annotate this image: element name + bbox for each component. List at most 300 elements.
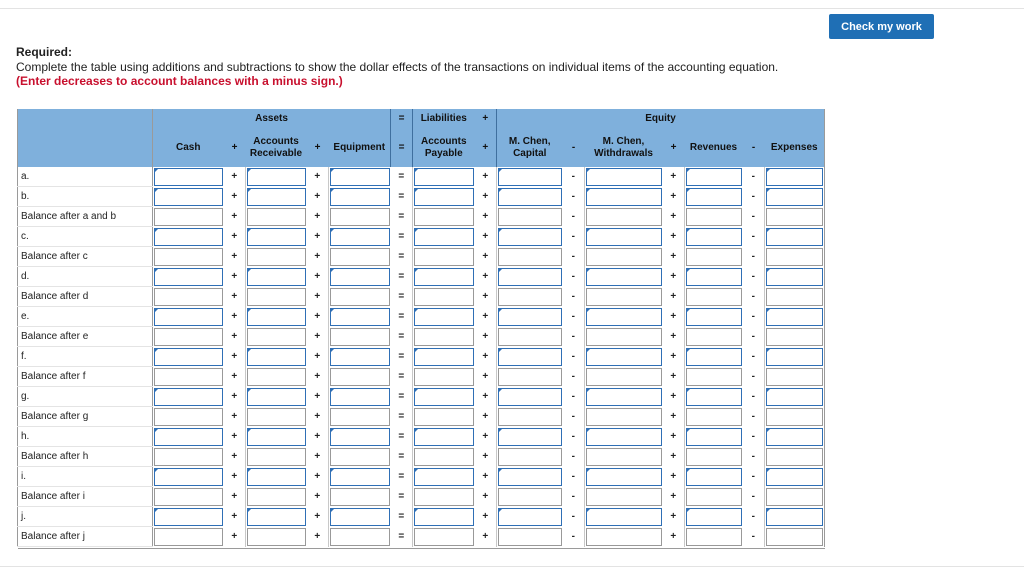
operator-sign: +: [670, 211, 677, 222]
cell-accounts-payable: [413, 487, 475, 507]
capital-input[interactable]: [498, 448, 562, 466]
table-row: [18, 467, 825, 487]
operator-sign: +: [314, 211, 321, 222]
bottom-divider: [0, 566, 1024, 567]
table-row: [18, 527, 825, 547]
row-label: Balance after d: [18, 287, 153, 307]
table-row: [18, 447, 825, 467]
cell-expenses: [765, 487, 825, 507]
cash-input[interactable]: [154, 368, 223, 386]
col-capital: M. Chen, Capital: [497, 128, 563, 167]
cash-input[interactable]: [154, 388, 223, 406]
accounts-receivable-input[interactable]: [247, 448, 306, 466]
cell-revenues: [685, 447, 743, 467]
cell-revenues: [685, 167, 743, 187]
col-withdrawals: M. Chen, Withdrawals: [585, 128, 663, 167]
table-row: [18, 207, 825, 227]
cell-withdrawals: [585, 187, 663, 207]
accounts-receivable-input[interactable]: [247, 488, 306, 506]
cell-accounts-receivable: [246, 367, 307, 387]
expenses-input[interactable]: [766, 408, 823, 426]
cell-equipment: [329, 247, 391, 267]
withdrawals-input[interactable]: [586, 268, 662, 286]
cell-cash: [153, 227, 224, 247]
withdrawals-input[interactable]: [586, 248, 662, 266]
operator-sign: +: [231, 331, 238, 342]
operator-sign: +: [482, 471, 489, 482]
operator-sign: -: [571, 491, 575, 502]
capital-input[interactable]: [498, 288, 562, 306]
operator-sign: +: [482, 451, 489, 462]
cash-input[interactable]: [154, 468, 223, 486]
equipment-input[interactable]: [330, 488, 390, 506]
operator-sign: +: [670, 191, 677, 202]
group-plus-sign: +: [475, 109, 497, 128]
cell-withdrawals: [585, 167, 663, 187]
operator-sign: +: [314, 351, 321, 362]
cell-equipment: [329, 327, 391, 347]
withdrawals-input[interactable]: [586, 368, 662, 386]
operator-sign: -: [571, 291, 575, 302]
row-label: d.: [18, 267, 153, 287]
row-label: b.: [18, 187, 153, 207]
cell-cash: [153, 367, 224, 387]
capital-input[interactable]: [498, 348, 562, 366]
cell-capital: [497, 487, 563, 507]
cell-expenses: [765, 167, 825, 187]
operator-sign: +: [231, 491, 238, 502]
cash-input[interactable]: [154, 328, 223, 346]
cell-equipment: [329, 527, 391, 547]
cash-input[interactable]: [154, 308, 223, 326]
accounts-receivable-input[interactable]: [247, 188, 306, 206]
operator-sign: +: [314, 371, 321, 382]
cash-input[interactable]: [154, 208, 223, 226]
cash-input[interactable]: [154, 408, 223, 426]
operator-sign: +: [231, 391, 238, 402]
cell-revenues: [685, 267, 743, 287]
equipment-input[interactable]: [330, 468, 390, 486]
withdrawals-input[interactable]: [586, 468, 662, 486]
accounts-payable-input[interactable]: [414, 288, 474, 306]
accounts-receivable-input[interactable]: [247, 308, 306, 326]
cell-withdrawals: [585, 287, 663, 307]
operator-sign: +: [482, 431, 489, 442]
withdrawals-input[interactable]: [586, 228, 662, 246]
cash-input[interactable]: [154, 508, 223, 526]
revenues-input[interactable]: [686, 508, 742, 526]
cash-input[interactable]: [154, 168, 223, 186]
expenses-input[interactable]: [766, 328, 823, 346]
header-blank-2: [18, 128, 153, 167]
capital-input[interactable]: [498, 308, 562, 326]
withdrawals-input[interactable]: [586, 448, 662, 466]
equipment-input[interactable]: [330, 348, 390, 366]
accounts-payable-input[interactable]: [414, 208, 474, 226]
instructions-emphasis: (Enter decreases to account balances with a minus sign.): [16, 74, 343, 88]
equipment-input[interactable]: [330, 388, 390, 406]
withdrawals-input[interactable]: [586, 208, 662, 226]
equipment-input[interactable]: [330, 528, 390, 546]
cash-input[interactable]: [154, 348, 223, 366]
revenues-input[interactable]: [686, 268, 742, 286]
cell-capital: [497, 327, 563, 347]
accounts-receivable-input[interactable]: [247, 408, 306, 426]
operator-sign: +: [231, 431, 238, 442]
cell-accounts-receivable: [246, 247, 307, 267]
accounts-receivable-input[interactable]: [247, 388, 306, 406]
cell-withdrawals: [585, 527, 663, 547]
operator-sign: -: [751, 171, 755, 183]
cell-equipment: [329, 407, 391, 427]
accounts-receivable-input[interactable]: [247, 528, 306, 546]
cell-cash: [153, 387, 224, 407]
accounts-payable-input[interactable]: [414, 508, 474, 526]
cell-expenses: [765, 427, 825, 447]
accounts-payable-input[interactable]: [414, 488, 474, 506]
cell-accounts-payable: [413, 407, 475, 427]
cell-expenses: [765, 467, 825, 487]
header-op: -: [743, 128, 765, 167]
cell-expenses: [765, 267, 825, 287]
operator-sign: -: [571, 391, 575, 402]
cash-input[interactable]: [154, 528, 223, 546]
accounts-receivable-input[interactable]: [247, 368, 306, 386]
equipment-input[interactable]: [330, 268, 390, 286]
accounts-payable-input[interactable]: [414, 368, 474, 386]
col-revenues: Revenues: [685, 128, 743, 167]
cell-cash: [153, 287, 224, 307]
expenses-input[interactable]: [766, 348, 823, 366]
cell-expenses: [765, 187, 825, 207]
expenses-input[interactable]: [766, 268, 823, 286]
equipment-input[interactable]: [330, 188, 390, 206]
operator-sign: -: [751, 491, 755, 502]
operator-sign: -: [571, 171, 575, 183]
operator-sign: +: [231, 231, 238, 242]
cell-accounts-receivable: [246, 187, 307, 207]
equipment-input[interactable]: [330, 308, 390, 326]
cell-expenses: [765, 247, 825, 267]
table-row: [18, 267, 825, 287]
expenses-input[interactable]: [766, 368, 823, 386]
accounts-receivable-input[interactable]: [247, 328, 306, 346]
cell-withdrawals: [585, 427, 663, 447]
capital-input[interactable]: [498, 468, 562, 486]
expenses-input[interactable]: [766, 428, 823, 446]
withdrawals-input[interactable]: [586, 428, 662, 446]
operator-sign: -: [571, 191, 575, 202]
cell-accounts-receivable: [246, 307, 307, 327]
operator-sign: =: [398, 471, 405, 482]
cell-capital: [497, 467, 563, 487]
accounts-receivable-input[interactable]: [247, 288, 306, 306]
withdrawals-input[interactable]: [586, 308, 662, 326]
capital-input[interactable]: [498, 428, 562, 446]
accounting-equation-table: [17, 109, 825, 549]
operator-sign: -: [751, 411, 755, 422]
equipment-input[interactable]: [330, 288, 390, 306]
operator-sign: +: [670, 371, 677, 382]
cash-input[interactable]: [154, 448, 223, 466]
capital-input[interactable]: [498, 388, 562, 406]
expenses-input[interactable]: [766, 208, 823, 226]
cash-input[interactable]: [154, 228, 223, 246]
operator-sign: +: [482, 171, 489, 183]
accounts-receivable-input[interactable]: [247, 228, 306, 246]
row-label: h.: [18, 427, 153, 447]
equipment-input[interactable]: [330, 168, 390, 186]
equipment-input[interactable]: [330, 408, 390, 426]
accounts-receivable-input[interactable]: [247, 508, 306, 526]
cell-accounts-payable: [413, 167, 475, 187]
accounts-payable-input[interactable]: [414, 448, 474, 466]
operator-sign: +: [482, 271, 489, 282]
accounts-payable-input[interactable]: [414, 348, 474, 366]
withdrawals-input[interactable]: [586, 328, 662, 346]
equipment-input[interactable]: [330, 448, 390, 466]
withdrawals-input[interactable]: [586, 408, 662, 426]
operator-sign: =: [398, 291, 405, 302]
cell-capital: [497, 247, 563, 267]
cell-withdrawals: [585, 387, 663, 407]
expenses-input[interactable]: [766, 168, 823, 186]
cell-accounts-receivable: [246, 287, 307, 307]
cell-accounts-payable: [413, 227, 475, 247]
expenses-input[interactable]: [766, 308, 823, 326]
capital-input[interactable]: [498, 208, 562, 226]
expenses-input[interactable]: [766, 388, 823, 406]
expenses-input[interactable]: [766, 288, 823, 306]
accounts-payable-input[interactable]: [414, 168, 474, 186]
withdrawals-input[interactable]: [586, 188, 662, 206]
cell-expenses: [765, 507, 825, 527]
expenses-input[interactable]: [766, 188, 823, 206]
operator-sign: +: [670, 251, 677, 262]
equipment-input[interactable]: [330, 328, 390, 346]
withdrawals-input[interactable]: [586, 348, 662, 366]
cell-accounts-receivable: [246, 527, 307, 547]
revenues-input[interactable]: [686, 388, 742, 406]
accounts-receivable-input[interactable]: [247, 168, 306, 186]
capital-input[interactable]: [498, 508, 562, 526]
accounts-receivable-input[interactable]: [247, 208, 306, 226]
operator-sign: -: [751, 511, 755, 522]
equipment-input[interactable]: [330, 248, 390, 266]
accounts-payable-input[interactable]: [414, 308, 474, 326]
capital-input[interactable]: [498, 248, 562, 266]
operator-sign: -: [751, 431, 755, 442]
revenues-input[interactable]: [686, 248, 742, 266]
expenses-input[interactable]: [766, 228, 823, 246]
accounts-receivable-input[interactable]: [247, 348, 306, 366]
accounts-payable-input[interactable]: [414, 388, 474, 406]
group-header-row: [18, 109, 825, 128]
check-my-work-button[interactable]: Check my work: [829, 14, 934, 39]
accounts-payable-input[interactable]: [414, 528, 474, 546]
capital-input[interactable]: [498, 168, 562, 186]
cell-capital: [497, 527, 563, 547]
revenues-input[interactable]: [686, 208, 742, 226]
table-row: [18, 407, 825, 427]
revenues-input[interactable]: [686, 348, 742, 366]
operator-sign: -: [571, 211, 575, 222]
header-op: +: [475, 128, 497, 167]
row-label: Balance after g: [18, 407, 153, 427]
withdrawals-input[interactable]: [586, 488, 662, 506]
accounts-payable-input[interactable]: [414, 228, 474, 246]
accounts-receivable-input[interactable]: [247, 428, 306, 446]
liabilities-header: Liabilities: [413, 109, 475, 128]
row-label: Balance after h: [18, 447, 153, 467]
accounts-payable-input[interactable]: [414, 188, 474, 206]
instructions-body: Complete the table using additions and subtractions to show the dollar effects of the transactions on individual items of the accounting equation.: [16, 60, 779, 74]
capital-input[interactable]: [498, 188, 562, 206]
operator-sign: -: [571, 251, 575, 262]
operator-sign: +: [231, 511, 238, 522]
cell-equipment: [329, 187, 391, 207]
cell-accounts-payable: [413, 387, 475, 407]
revenues-input[interactable]: [686, 168, 742, 186]
operator-sign: +: [231, 271, 238, 282]
row-label: Balance after e: [18, 327, 153, 347]
revenues-input[interactable]: [686, 288, 742, 306]
equipment-input[interactable]: [330, 508, 390, 526]
cell-capital: [497, 507, 563, 527]
withdrawals-input[interactable]: [586, 388, 662, 406]
cell-accounts-payable: [413, 427, 475, 447]
cell-cash: [153, 507, 224, 527]
capital-input[interactable]: [498, 488, 562, 506]
accounts-payable-input[interactable]: [414, 248, 474, 266]
cell-accounts-receivable: [246, 227, 307, 247]
accounts-receivable-input[interactable]: [247, 268, 306, 286]
cell-capital: [497, 207, 563, 227]
revenues-input[interactable]: [686, 328, 742, 346]
revenues-input[interactable]: [686, 448, 742, 466]
operator-sign: -: [751, 191, 755, 202]
row-label: i.: [18, 467, 153, 487]
operator-sign: +: [482, 251, 489, 262]
cell-expenses: [765, 347, 825, 367]
capital-input[interactable]: [498, 228, 562, 246]
accounts-payable-input[interactable]: [414, 268, 474, 286]
expenses-input[interactable]: [766, 488, 823, 506]
expenses-input[interactable]: [766, 248, 823, 266]
withdrawals-input[interactable]: [586, 508, 662, 526]
required-heading: Required:: [16, 45, 73, 59]
revenues-input[interactable]: [686, 368, 742, 386]
accounts-receivable-input[interactable]: [247, 248, 306, 266]
operator-sign: -: [571, 351, 575, 362]
cash-input[interactable]: [154, 268, 223, 286]
accounts-payable-input[interactable]: [414, 428, 474, 446]
cell-revenues: [685, 387, 743, 407]
column-header-row: [18, 128, 825, 167]
revenues-input[interactable]: [686, 408, 742, 426]
revenues-input[interactable]: [686, 468, 742, 486]
operator-sign: +: [482, 491, 489, 502]
operator-sign: +: [482, 311, 489, 322]
capital-input[interactable]: [498, 408, 562, 426]
revenues-input[interactable]: [686, 228, 742, 246]
equipment-input[interactable]: [330, 428, 390, 446]
header-op: +: [307, 128, 329, 167]
operator-sign: -: [751, 531, 755, 542]
capital-input[interactable]: [498, 268, 562, 286]
capital-input[interactable]: [498, 528, 562, 546]
operator-sign: +: [482, 511, 489, 522]
withdrawals-input[interactable]: [586, 528, 662, 546]
withdrawals-input[interactable]: [586, 288, 662, 306]
cell-accounts-receivable: [246, 207, 307, 227]
cell-capital: [497, 287, 563, 307]
cash-input[interactable]: [154, 248, 223, 266]
operator-sign: =: [398, 431, 405, 442]
accounts-payable-input[interactable]: [414, 468, 474, 486]
table-bottom-cell: [18, 547, 825, 549]
header-op: -: [563, 128, 585, 167]
revenues-input[interactable]: [686, 308, 742, 326]
operator-sign: -: [571, 331, 575, 342]
cell-withdrawals: [585, 447, 663, 467]
expenses-input[interactable]: [766, 468, 823, 486]
cell-accounts-receivable: [246, 507, 307, 527]
operator-sign: +: [231, 411, 238, 422]
accounts-payable-input[interactable]: [414, 328, 474, 346]
equipment-input[interactable]: [330, 208, 390, 226]
operator-sign: -: [571, 271, 575, 282]
operator-sign: -: [571, 431, 575, 442]
operator-sign: -: [571, 411, 575, 422]
accounts-payable-input[interactable]: [414, 408, 474, 426]
table-row: [18, 367, 825, 387]
capital-input[interactable]: [498, 368, 562, 386]
cell-capital: [497, 347, 563, 367]
operator-sign: +: [231, 251, 238, 262]
cell-withdrawals: [585, 407, 663, 427]
capital-input[interactable]: [498, 328, 562, 346]
equipment-input[interactable]: [330, 368, 390, 386]
operator-sign: +: [314, 451, 321, 462]
operator-sign: +: [314, 511, 321, 522]
revenues-input[interactable]: [686, 488, 742, 506]
revenues-input[interactable]: [686, 188, 742, 206]
cell-cash: [153, 167, 224, 187]
expenses-input[interactable]: [766, 508, 823, 526]
cash-input[interactable]: [154, 488, 223, 506]
expenses-input[interactable]: [766, 448, 823, 466]
cash-input[interactable]: [154, 428, 223, 446]
operator-sign: +: [314, 271, 321, 282]
revenues-input[interactable]: [686, 428, 742, 446]
cell-expenses: [765, 527, 825, 547]
cell-revenues: [685, 327, 743, 347]
revenues-input[interactable]: [686, 528, 742, 546]
operator-sign: -: [751, 311, 755, 322]
cash-input[interactable]: [154, 288, 223, 306]
equipment-input[interactable]: [330, 228, 390, 246]
operator-sign: +: [231, 371, 238, 382]
accounts-receivable-input[interactable]: [247, 468, 306, 486]
top-divider: [0, 8, 1024, 9]
cell-equipment: [329, 447, 391, 467]
cell-expenses: [765, 447, 825, 467]
withdrawals-input[interactable]: [586, 168, 662, 186]
cell-revenues: [685, 407, 743, 427]
cash-input[interactable]: [154, 188, 223, 206]
expenses-input[interactable]: [766, 528, 823, 546]
